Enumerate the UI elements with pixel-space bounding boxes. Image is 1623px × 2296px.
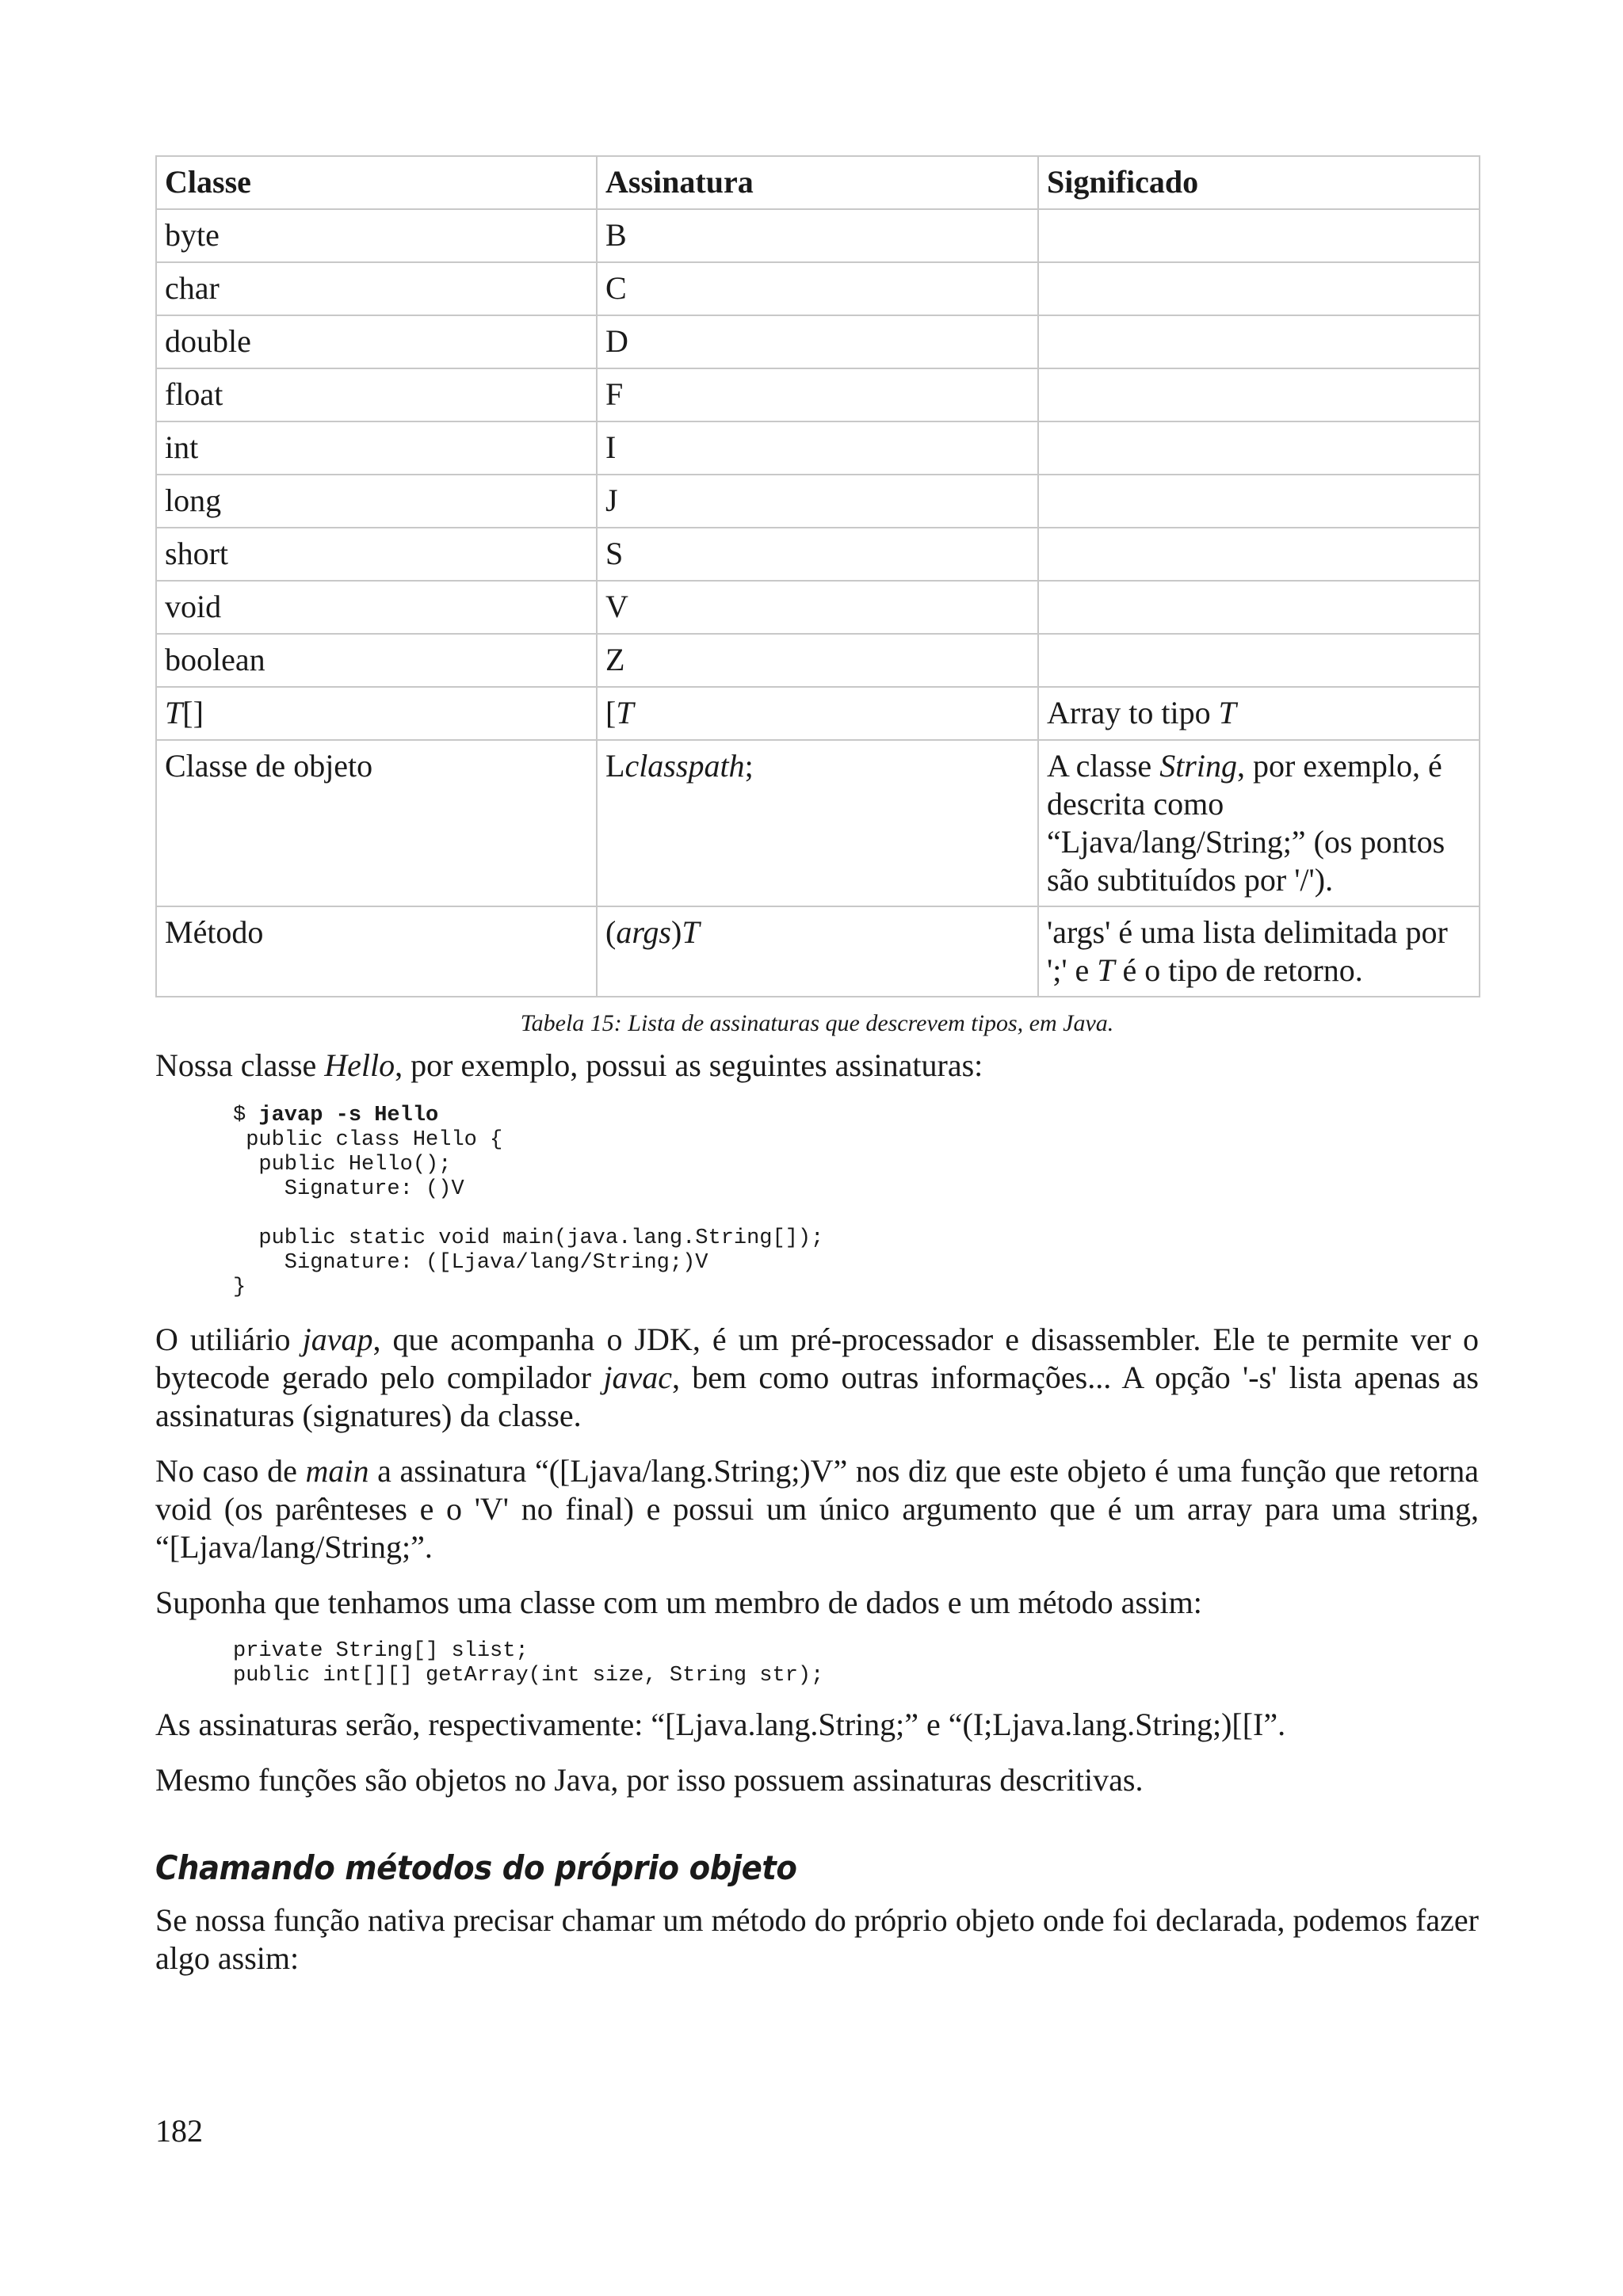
signature-table: [155, 155, 1480, 997]
table-cell: boolean: [156, 634, 597, 687]
section-heading: [155, 1848, 1373, 1887]
table-cell: double: [156, 315, 597, 368]
table-row: [156, 368, 1480, 421]
cell-text: 'args' é uma lista delimitada por ';' e: [1047, 914, 1448, 988]
table-cell: [1038, 368, 1480, 421]
column-header: Classe: [156, 156, 597, 209]
paragraph: [155, 1321, 1479, 1435]
table-row: [156, 209, 1480, 262]
table-cell: long: [156, 475, 597, 528]
table-row: [156, 475, 1480, 528]
table-cell: [1038, 581, 1480, 634]
table-cell: float: [156, 368, 597, 421]
table-cell: J: [597, 475, 1038, 528]
cell-text: ): [670, 914, 682, 950]
cell-text: A classe: [1047, 748, 1160, 784]
paragraph: Suponha que tenhamos uma classe com um membro de dados e um método assim:: [155, 1585, 1202, 1620]
type-placeholder: T: [165, 695, 183, 730]
table-cell: [1038, 475, 1480, 528]
cell-text: é o tipo de retorno.: [1114, 952, 1363, 988]
cell-text: [: [605, 695, 617, 730]
table-caption: Tabela 15: Lista de assinaturas que descrevem tipos, em Java.: [520, 1010, 1114, 1036]
section-heading-text: Chamando métodos do próprio objeto: [155, 1848, 797, 1887]
paragraph: Se nossa função nativa precisar chamar um método do próprio objeto onde foi declarada, podemos fazer algo assim:: [155, 1902, 1479, 1976]
text: , bem como outras informações... A opção '-s' lista apenas as assinaturas (signatures) da classe.: [155, 1360, 1479, 1433]
cell-text: []: [182, 695, 204, 730]
type-placeholder: T: [1218, 695, 1236, 730]
cell-text: L: [605, 748, 625, 784]
table-row: [156, 421, 1480, 475]
column-header: Assinatura: [597, 156, 1038, 209]
table-row: [156, 581, 1480, 634]
table-cell: [597, 906, 1038, 997]
code-block: private String[] slist; public int[][] getArray(int size, String str);: [233, 1639, 824, 1688]
table-header-row: [156, 156, 1480, 209]
type-placeholder: T: [1097, 952, 1115, 988]
code-block: [233, 1104, 1479, 1300]
table-row: [156, 315, 1480, 368]
table-row: [156, 262, 1480, 315]
table-cell: S: [597, 528, 1038, 581]
shell-prompt: $: [233, 1104, 259, 1127]
tool-name: javap: [302, 1322, 373, 1357]
table-cell: V: [597, 581, 1038, 634]
document-page: [155, 155, 1479, 1995]
table-cell: char: [156, 262, 597, 315]
type-placeholder: T: [682, 914, 700, 950]
table-row-array: [156, 687, 1480, 740]
table-cell: [1038, 315, 1480, 368]
text: , que acompanha o JDK, é um pré-processador e disassembler. Ele te permite ver o bytecode gerado pelo compilador: [155, 1322, 1479, 1395]
table-cell: int: [156, 421, 597, 475]
table-row: [156, 634, 1480, 687]
tool-name: javac: [603, 1360, 672, 1395]
table-cell: [1038, 209, 1480, 262]
table-cell: F: [597, 368, 1038, 421]
cell-text: , por exemplo, é descrita como “Ljava/lang/String;” (os pontos são subtituídos por '/').: [1047, 748, 1445, 898]
column-header: Significado: [1038, 156, 1480, 209]
table-cell: [597, 740, 1038, 906]
table-cell: byte: [156, 209, 597, 262]
text: O utiliário: [155, 1322, 303, 1357]
table-cell: short: [156, 528, 597, 581]
shell-command: javap -s Hello: [258, 1104, 439, 1127]
classpath-placeholder: classpath: [624, 748, 745, 784]
table-cell: [1038, 262, 1480, 315]
class-name: String: [1159, 748, 1237, 784]
table-row: [156, 528, 1480, 581]
table-cell: [1038, 421, 1480, 475]
paragraph: [155, 1452, 1479, 1566]
args-placeholder: args: [616, 914, 671, 950]
page-number: 182: [155, 2113, 203, 2149]
text: a assinatura “([Ljava/lang.String;)V” nos diz que este objeto é uma função que retorna void (os parênteses e o 'V' no final) e possui um único argumento que é um array para uma string, “[Ljava/lang/String;”.: [155, 1453, 1480, 1565]
table-cell: Z: [597, 634, 1038, 687]
class-name: Hello: [324, 1047, 395, 1083]
cell-text: ;: [744, 748, 754, 784]
table-cell: B: [597, 209, 1038, 262]
table-cell: [597, 687, 1038, 740]
table-cell: I: [597, 421, 1038, 475]
table-cell: [1038, 687, 1480, 740]
table-row-object: [156, 740, 1480, 906]
paragraph: As assinaturas serão, respectivamente: “[Ljava.lang.String;” e “(I;Ljava.lang.String;)[[I”.: [155, 1707, 1286, 1742]
cell-text: (: [605, 914, 617, 950]
table-cell: [1038, 906, 1480, 997]
cell-text: Array to tipo: [1047, 695, 1219, 730]
paragraph: Mesmo funções são objetos no Java, por isso possuem assinaturas descritivas.: [155, 1762, 1144, 1798]
table-cell: Classe de objeto: [156, 740, 597, 906]
text: No caso de: [155, 1453, 306, 1489]
type-placeholder: T: [616, 695, 634, 730]
table-cell: [156, 687, 597, 740]
table-cell: void: [156, 581, 597, 634]
table-cell: D: [597, 315, 1038, 368]
text: Nossa classe: [155, 1047, 325, 1083]
paragraph: [155, 1047, 1479, 1085]
table-cell: [1038, 528, 1480, 581]
table-cell: Método: [156, 906, 597, 997]
table-cell: C: [597, 262, 1038, 315]
table-cell: [1038, 634, 1480, 687]
table-row-method: [156, 906, 1480, 997]
text: , por exemplo, possui as seguintes assinaturas:: [395, 1047, 983, 1083]
table-body: [156, 209, 1480, 997]
code-output: public class Hello { public Hello(); Signature: ()V public static void main(java.lang.String[]); Signature: ([Ljava/lang/String;)V }: [233, 1128, 824, 1299]
method-name: main: [305, 1453, 369, 1489]
table-cell: [1038, 740, 1480, 906]
